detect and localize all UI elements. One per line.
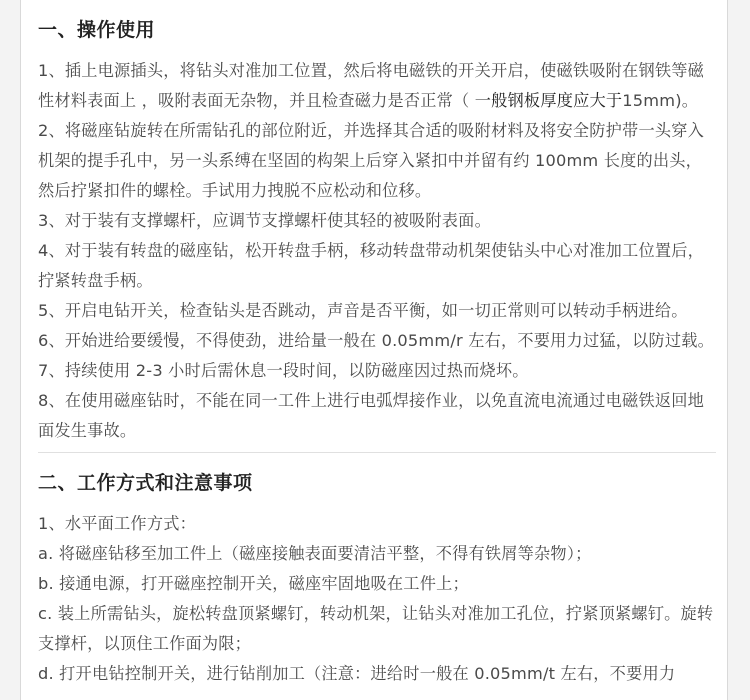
operation-step-1-tail: 15mm)。	[622, 91, 699, 110]
operation-step-7: 7、持续使用 2-3 小时后需休息一段时间，以防磁座因过热而烧坏。	[38, 361, 529, 380]
operation-step-8: 8、在使用磁座钻时，不能在同一工件上进行电弧焊接作业，以免直流电流通过电磁铁返回地面发生事故。	[38, 391, 704, 440]
section-divider	[38, 452, 716, 453]
operation-step-1	[38, 56, 716, 116]
operation-step-5: 5、开启电钻开关，检查钻头是否跳动，声音是否平衡，如一切正常则可以转动手柄进给。	[38, 301, 688, 320]
operation-step-1-highlight: 一般钢板厚度应大于	[474, 91, 623, 110]
document-page	[20, 0, 728, 700]
operation-step-3: 3、对于装有支撑螺杆，应调节支撑螺杆使其轻的被吸附表面。	[38, 211, 491, 230]
working-mode-item-b: b. 接通电源，打开磁座控制开关，磁座牢固地吸在工件上；	[38, 574, 469, 593]
working-mode-item-d: d. 打开电钻控制开关，进行钻削加工（注意：进给时一般在 0.05mm/t 左右，不要用力	[38, 664, 676, 683]
document-content	[38, 14, 716, 689]
operation-step-1-text: 1、插上电源插头，将钻头对准加工位置，然后将电磁铁的开关开启，使磁铁吸附在钢铁等磁性材料表面上 ，吸附表面无杂物，并且检查磁力是否正常（	[38, 61, 704, 110]
operation-step-6: 6、开始进给要缓慢，不得使劲，进给量一般在 0.05mm/r 左右，不要用力过猛，以防过载。	[38, 331, 715, 350]
working-mode-item-c: c. 装上所需钻头，旋松转盘顶紧螺钉，转动机架，让钻头对准加工孔位，拧紧顶紧螺钉。旋转支撑杆，以顶住工作面为限；	[38, 604, 714, 653]
operation-step-4: 4、对于装有转盘的磁座钻，松开转盘手柄，移动转盘带动机架使钻头中心对准加工位置后，拧紧转盘手柄。	[38, 241, 704, 290]
section-title-working-mode: 二、工作方式和注意事项	[38, 472, 253, 494]
working-mode-item-1: 1、水平面工作方式：	[38, 514, 196, 533]
section-title-operation: 一、操作使用	[38, 19, 156, 41]
operation-step-2: 2、将磁座钻旋转在所需钻孔的部位附近，并选择其合适的吸附材料及将安全防护带一头穿入机架的提手孔中，另一头系缚在坚固的构架上后穿入紧扣中并留有约 100mm 长度的出头，然后拧紧扣件的螺栓。手试用力拽脱不应松动和位移。	[38, 121, 704, 200]
working-mode-item-a: a. 将磁座钻移至加工件上（磁座接触表面要清洁平整，不得有铁屑等杂物）；	[38, 544, 592, 563]
